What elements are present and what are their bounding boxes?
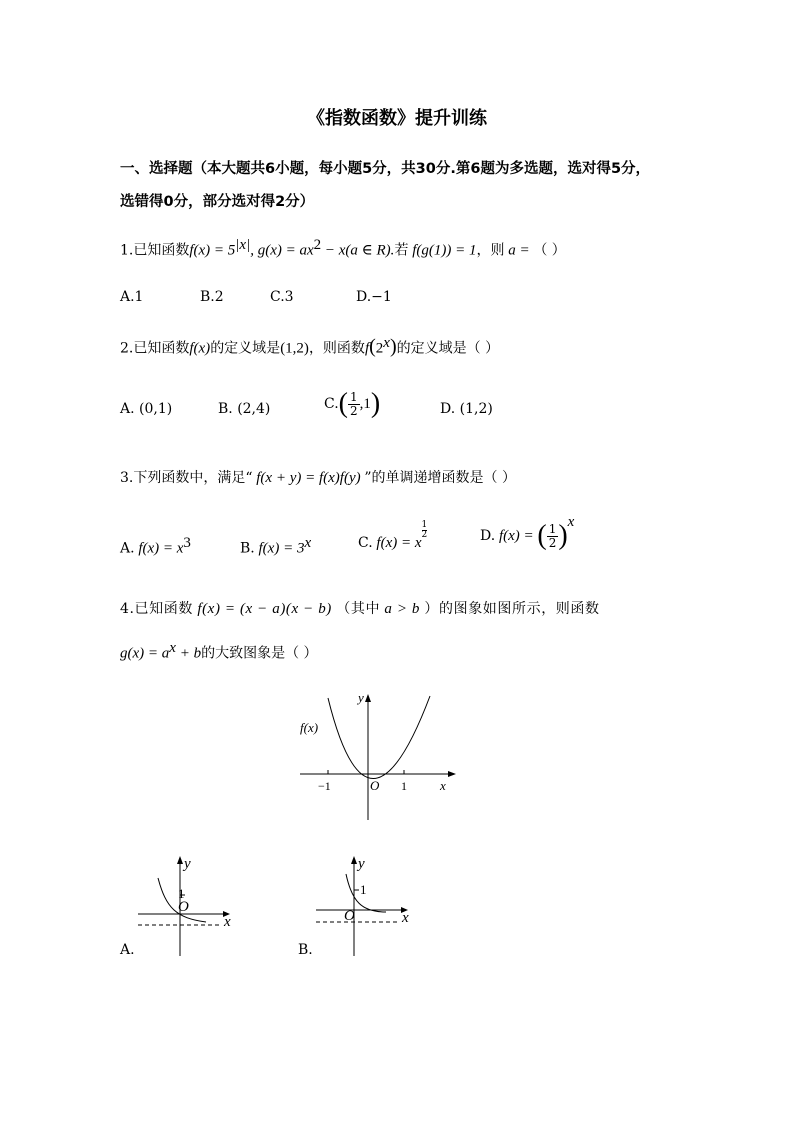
q1-option-d: D.−1 — [356, 289, 392, 305]
q3-suffix: ”的单调递增函数是（ ） — [364, 470, 516, 486]
q3-option-b: B. $f(x) = 3^x$ — [240, 535, 312, 557]
q2-base: 2 — [375, 340, 384, 357]
question-4-line2: $g(x) = a^x + b$的大致图象是（ ） — [120, 640, 318, 662]
y-axis-arrow — [351, 856, 357, 864]
option-a-label: A. — [120, 942, 135, 958]
q2-option-c: C.( $\frac{1}{2}$ ,1) — [324, 388, 381, 419]
parabola-graph — [296, 688, 466, 828]
q2-domain: (1,2) — [280, 340, 309, 357]
option-b-label: B. — [298, 942, 313, 958]
q1-option-b: B.2 — [200, 289, 224, 305]
y-axis-arrow — [365, 694, 371, 702]
q2-fx: f(x) — [189, 340, 211, 357]
tick-neg1-label: −1 — [318, 779, 331, 793]
q1-cond: f(g(1)) = 1 — [408, 242, 477, 259]
origin-label: O — [344, 908, 355, 924]
x-label: x — [224, 914, 231, 930]
q2-suffix: 的定义域是（ ） — [396, 340, 500, 357]
section-heading-line2: 选错得0分，部分选对得2分） — [120, 194, 315, 210]
q1-func2-exp: 2 — [313, 237, 322, 253]
f-label: f(x) — [300, 720, 319, 735]
q3-option-c: C. f(x) = x $\frac{1}{2}$ — [358, 520, 428, 551]
x-label: x — [440, 778, 446, 793]
option-b-graph — [314, 852, 418, 960]
q3-prefix: 3.下列函数中，满足“ — [120, 470, 253, 486]
option-a-graph — [136, 852, 240, 960]
q1-blank: （ ） — [533, 242, 566, 259]
q1-suffix: ，则 — [476, 242, 505, 259]
tick-1-label: 1 — [360, 882, 367, 897]
q2-option-c-fraction: $\frac{1}{2}$ — [350, 389, 358, 418]
q2-exp: x — [383, 335, 390, 351]
question-2: 2.已知函数f(x)的定义域是(1,2)，则函数f(2$^x$)的定义域是（ ） — [120, 335, 500, 358]
origin-label: O — [370, 778, 380, 793]
question-4-line1: 4.已知函数 f(x) = (x − a)(x − b) （其中 a > b ）的图象如图所示，则函数 — [120, 601, 600, 617]
x-axis-arrow — [448, 771, 456, 777]
q3-option-d: D. f(x) = ( $\frac{1}{2}$ )$^x$ — [480, 514, 575, 551]
q1-option-c: C.3 — [270, 289, 294, 305]
q1-prefix: 1.已知函数 — [120, 242, 190, 259]
q1-func1: f(x) = 5 — [189, 242, 236, 259]
y-label: y — [358, 856, 365, 872]
q3-option-a: A. $f(x) = x^3$ — [120, 535, 191, 557]
q2-option-c-label: C. — [324, 396, 339, 412]
parabola-curve — [328, 696, 430, 779]
q2-mid1: 的定义域是 — [210, 340, 281, 357]
q1-mid: 若 — [394, 242, 409, 259]
q1-var: a = — [504, 242, 534, 259]
x-label: x — [402, 910, 409, 926]
question-1 — [120, 237, 566, 260]
q2-option-d: D. (1,2) — [440, 401, 493, 417]
q1-option-a: A.1 — [120, 289, 144, 305]
y-label: y — [184, 856, 191, 872]
tick-1-label: 1 — [401, 779, 407, 793]
question-3 — [120, 467, 516, 487]
q3-cond: f(x + y) = f(x)f(y) — [252, 470, 365, 486]
section-heading-line1: 一、选择题（本大题共6小题，每小题5分，共30分.第6题为多选题，选对得5分， — [120, 161, 651, 177]
q1-func1-exp: |x| — [235, 237, 251, 253]
page-title: 《指数函数》提升训练 — [307, 108, 487, 129]
q2-mid2: ，则函数 — [308, 340, 365, 357]
q1-func2-rest: − x(a ∈ R). — [321, 242, 395, 259]
origin-label: O — [178, 899, 189, 915]
q1-func2: , g(x) = ax — [250, 242, 314, 259]
q2-option-a: A. (0,1) — [120, 401, 173, 417]
tick-1-label: 1 — [178, 886, 185, 901]
q2-option-c-rest: ,1 — [359, 396, 371, 412]
q2-option-b: B. (2,4) — [218, 401, 271, 417]
y-label: y — [358, 690, 364, 705]
q2-prefix: 2.已知函数 — [120, 340, 190, 357]
q2-f: f — [364, 340, 370, 357]
y-axis-arrow — [177, 856, 183, 864]
